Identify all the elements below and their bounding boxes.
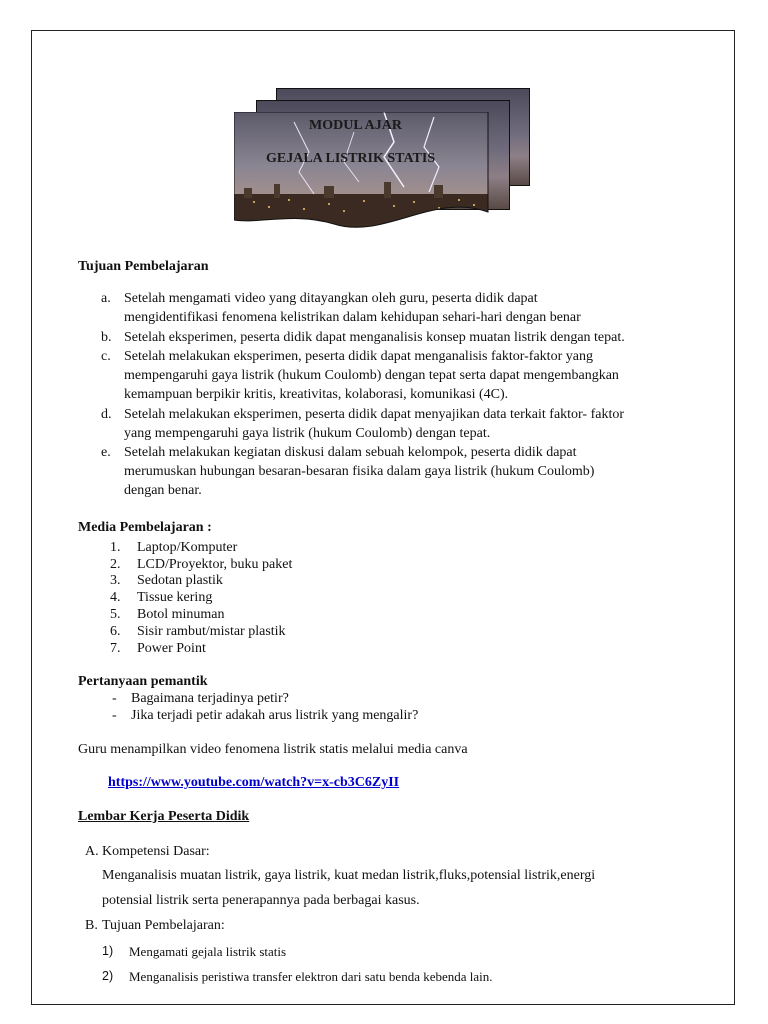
media-item: Power Point <box>137 641 206 656</box>
pemantik-marker: - <box>112 708 117 723</box>
tujuan-marker: a. <box>101 291 111 306</box>
kompetensi-label: Kompetensi Dasar: <box>102 844 210 859</box>
tujuan-item-text: Setelah mengamati video yang ditayangkan oleh guru, peserta didik dapat <box>124 291 538 306</box>
tujuan-marker: c. <box>101 349 111 364</box>
lkpd-item: Mengamati gejala listrik statis <box>129 944 287 959</box>
media-marker: 7. <box>110 641 121 656</box>
tujuan-item-text: dengan benar. <box>124 483 202 498</box>
section-marker: B. <box>85 918 98 933</box>
media-item: Tissue kering <box>137 590 213 605</box>
kompetensi-text: potensial listrik serta penerapannya pada berbagai kasus. <box>102 893 420 908</box>
pemantik-question: Jika terjadi petir adakah arus listrik yang mengalir? <box>131 708 419 723</box>
media-marker: 4. <box>110 590 121 605</box>
pemantik-question: Bagaimana terjadinya petir? <box>131 691 289 706</box>
media-marker: 3. <box>110 573 121 588</box>
media-marker: 2. <box>110 557 121 572</box>
tujuan-item-text: Setelah eksperimen, peserta didik dapat menganalisis konsep muatan listrik dengan tepat. <box>124 330 625 345</box>
tujuan-marker: e. <box>101 445 111 460</box>
kompetensi-text: Menganalisis muatan listrik, gaya listrik, kuat medan listrik,fluks,potensial listrik,energi <box>102 868 596 883</box>
tujuan-item-text: mempengaruhi gaya listrik (hukum Coulomb) dengan tepat serta dapat mengembangkan <box>124 368 619 383</box>
tujuan-heading: Tujuan Pembelajaran <box>78 259 209 274</box>
lkpd-item-marker: 2) <box>102 969 114 983</box>
tujuan-item-text: Setelah melakukan eksperimen, peserta didik dapat menganalisis faktor-faktor yang <box>124 349 593 364</box>
lkpd-item-marker: 1) <box>102 944 114 958</box>
media-item: Laptop/Komputer <box>137 540 238 555</box>
tujuan-item-text: kemampuan berpikir kritis, kreativitas, kolaborasi, komunikasi (4C). <box>124 387 509 402</box>
media-marker: 5. <box>110 607 121 622</box>
tujuan-item-text: mengidentifikasi fenomena kelistrikan dalam kehidupan sehari-hari dengan benar <box>124 310 581 325</box>
module-banner <box>234 88 534 238</box>
media-heading: Media Pembelajaran : <box>78 520 212 535</box>
tujuan-item-text: Setelah melakukan kegiatan diskusi dalam sebuah kelompok, peserta didik dapat <box>124 445 577 460</box>
pemantik-marker: - <box>112 691 117 706</box>
youtube-link[interactable]: https://www.youtube.com/watch?v=x-cb3C6ZyII <box>108 775 400 790</box>
tujuan-marker: d. <box>101 407 112 422</box>
tujuan-item-text: yang mempengaruhi gaya listrik (hukum Coulomb) dengan tepat. <box>124 426 491 441</box>
pemantik-heading: Pertanyaan pemantik <box>78 674 208 689</box>
media-item: LCD/Proyektor, buku paket <box>137 557 293 572</box>
lkpd-heading: Lembar Kerja Peserta Didik <box>78 809 250 824</box>
section-marker: A. <box>85 844 99 859</box>
tujuan-item-text: Setelah melakukan eksperimen, peserta didik dapat menyajikan data terkait faktor- faktor <box>124 407 625 422</box>
media-item: Botol minuman <box>137 607 225 622</box>
tujuan-lkpd-label: Tujuan Pembelajaran: <box>102 918 225 933</box>
media-item: Sisir rambut/mistar plastik <box>137 624 286 639</box>
media-marker: 1. <box>110 540 121 555</box>
tujuan-item-text: merumuskan hubungan besaran-besaran fisika dalam gaya listrik (hukum Coulomb) <box>124 464 595 479</box>
media-marker: 6. <box>110 624 121 639</box>
banner-title: MODUL AJAR <box>309 118 402 133</box>
video-intro: Guru menampilkan video fenomena listrik statis melalui media canva <box>78 742 468 757</box>
banner-subtitle: GEJALA LISTRIK STATIS <box>266 151 436 166</box>
tujuan-marker: b. <box>101 330 112 345</box>
lkpd-item: Menganalisis peristiwa transfer elektron dari satu benda kebenda lain. <box>129 969 493 984</box>
media-item: Sedotan plastik <box>137 573 223 588</box>
